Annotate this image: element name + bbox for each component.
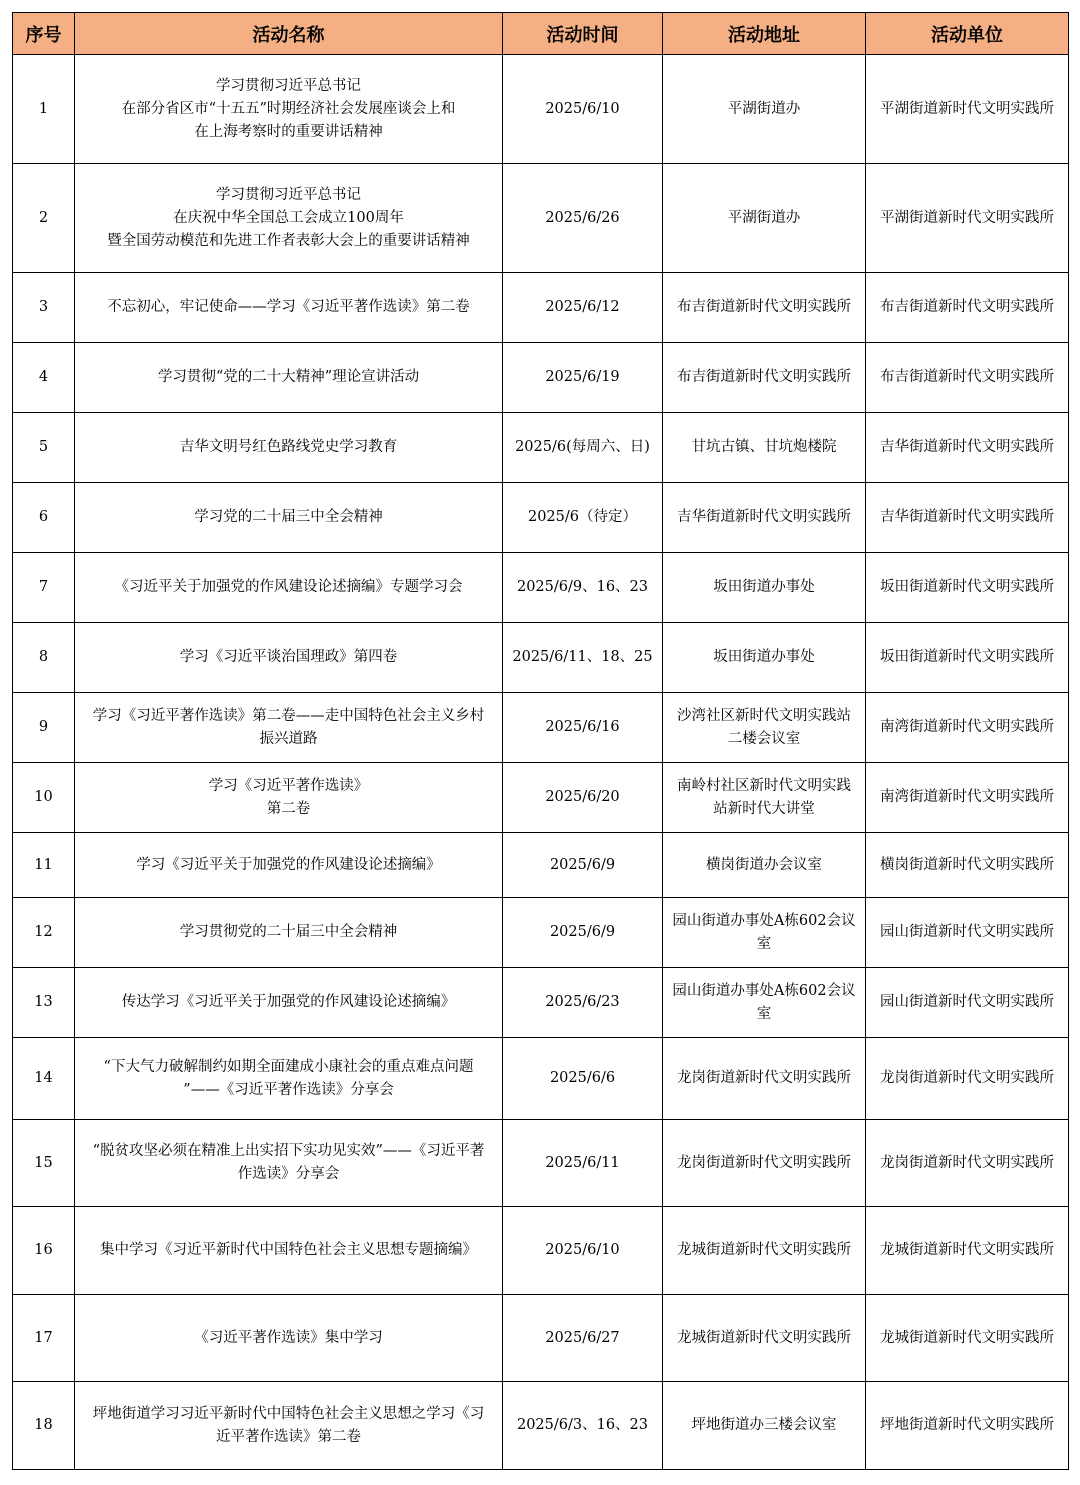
cell-unit: 南湾街道新时代文明实践所	[866, 763, 1069, 833]
cell-time: 2025/6/3、16、23	[503, 1382, 663, 1470]
cell-name: 学习贯彻习近平总书记 在庆祝中华全国总工会成立100周年 暨全国劳动模范和先进工作者表彰大会上的重要讲话精神	[75, 164, 503, 273]
cell-no: 2	[13, 164, 75, 273]
cell-unit: 坂田街道新时代文明实践所	[866, 553, 1069, 623]
cell-time: 2025/6/26	[503, 164, 663, 273]
cell-place: 龙城街道新时代文明实践所	[663, 1295, 866, 1382]
cell-unit: 坂田街道新时代文明实践所	[866, 623, 1069, 693]
table-row	[13, 164, 1069, 273]
cell-name: 坪地街道学习习近平新时代中国特色社会主义思想之学习《习 近平著作选读》第二卷	[75, 1382, 503, 1470]
table-row	[13, 898, 1069, 968]
cell-name: “下大气力破解制约如期全面建成小康社会的重点难点问题 ”——《习近平著作选读》分享会	[75, 1038, 503, 1120]
cell-name: 不忘初心，牢记使命——学习《习近平著作选读》第二卷	[75, 273, 503, 343]
cell-place: 龙岗街道新时代文明实践所	[663, 1120, 866, 1207]
cell-name: “脱贫攻坚必须在精准上出实招下实功见实效”——《习近平著 作选读》分享会	[75, 1120, 503, 1207]
cell-unit: 布吉街道新时代文明实践所	[866, 343, 1069, 413]
activity-table	[12, 12, 1069, 1470]
table-row	[13, 1295, 1069, 1382]
cell-name: 学习《习近平著作选读》 第二卷	[75, 763, 503, 833]
cell-place: 沙湾社区新时代文明实践站 二楼会议室	[663, 693, 866, 763]
cell-place: 平湖街道办	[663, 55, 866, 164]
cell-time: 2025/6(每周六、日)	[503, 413, 663, 483]
cell-time: 2025/6/10	[503, 55, 663, 164]
cell-place: 坂田街道办事处	[663, 623, 866, 693]
header-no: 序号	[13, 13, 75, 55]
header-time: 活动时间	[503, 13, 663, 55]
cell-time: 2025/6/9	[503, 833, 663, 898]
table-row	[13, 1120, 1069, 1207]
cell-unit: 园山街道新时代文明实践所	[866, 968, 1069, 1038]
table-row	[13, 55, 1069, 164]
cell-place: 布吉街道新时代文明实践所	[663, 273, 866, 343]
cell-time: 2025/6/23	[503, 968, 663, 1038]
cell-time: 2025/6/9、16、23	[503, 553, 663, 623]
cell-place: 园山街道办事处A栋602会议 室	[663, 898, 866, 968]
table-row	[13, 343, 1069, 413]
cell-place: 甘坑古镇、甘坑炮楼院	[663, 413, 866, 483]
cell-time: 2025/6/16	[503, 693, 663, 763]
header-unit: 活动单位	[866, 13, 1069, 55]
cell-unit: 吉华街道新时代文明实践所	[866, 483, 1069, 553]
cell-unit: 布吉街道新时代文明实践所	[866, 273, 1069, 343]
cell-place: 平湖街道办	[663, 164, 866, 273]
cell-unit: 平湖街道新时代文明实践所	[866, 55, 1069, 164]
table-row	[13, 1038, 1069, 1120]
cell-place: 南岭村社区新时代文明实践 站新时代大讲堂	[663, 763, 866, 833]
cell-no: 14	[13, 1038, 75, 1120]
cell-no: 13	[13, 968, 75, 1038]
cell-no: 4	[13, 343, 75, 413]
cell-name: 学习贯彻习近平总书记 在部分省区市“十五五”时期经济社会发展座谈会上和 在上海考察时的重要讲话精神	[75, 55, 503, 164]
cell-time: 2025/6/12	[503, 273, 663, 343]
cell-place: 横岗街道办会议室	[663, 833, 866, 898]
cell-unit: 园山街道新时代文明实践所	[866, 898, 1069, 968]
cell-name: 学习党的二十届三中全会精神	[75, 483, 503, 553]
cell-time: 2025/6/11	[503, 1120, 663, 1207]
cell-name: 学习《习近平关于加强党的作风建设论述摘编》	[75, 833, 503, 898]
header-name: 活动名称	[75, 13, 503, 55]
cell-name: 《习近平关于加强党的作风建设论述摘编》专题学习会	[75, 553, 503, 623]
table-row	[13, 968, 1069, 1038]
cell-place: 吉华街道新时代文明实践所	[663, 483, 866, 553]
cell-place: 坪地街道办三楼会议室	[663, 1382, 866, 1470]
cell-no: 15	[13, 1120, 75, 1207]
cell-name: 学习《习近平著作选读》第二卷——走中国特色社会主义乡村 振兴道路	[75, 693, 503, 763]
cell-unit: 吉华街道新时代文明实践所	[866, 413, 1069, 483]
cell-name: 吉华文明号红色路线党史学习教育	[75, 413, 503, 483]
cell-name: 学习《习近平谈治国理政》第四卷	[75, 623, 503, 693]
cell-no: 17	[13, 1295, 75, 1382]
cell-no: 3	[13, 273, 75, 343]
table-row	[13, 623, 1069, 693]
cell-time: 2025/6/19	[503, 343, 663, 413]
cell-place: 龙岗街道新时代文明实践所	[663, 1038, 866, 1120]
cell-no: 1	[13, 55, 75, 164]
cell-unit: 平湖街道新时代文明实践所	[866, 164, 1069, 273]
table-row	[13, 413, 1069, 483]
cell-unit: 南湾街道新时代文明实践所	[866, 693, 1069, 763]
cell-name: 《习近平著作选读》集中学习	[75, 1295, 503, 1382]
cell-name: 集中学习《习近平新时代中国特色社会主义思想专题摘编》	[75, 1207, 503, 1295]
cell-time: 2025/6/27	[503, 1295, 663, 1382]
cell-unit: 龙城街道新时代文明实践所	[866, 1295, 1069, 1382]
cell-no: 12	[13, 898, 75, 968]
cell-place: 布吉街道新时代文明实践所	[663, 343, 866, 413]
cell-no: 16	[13, 1207, 75, 1295]
cell-unit: 龙城街道新时代文明实践所	[866, 1207, 1069, 1295]
table-row	[13, 1382, 1069, 1470]
table-row	[13, 553, 1069, 623]
header-place: 活动地址	[663, 13, 866, 55]
cell-no: 8	[13, 623, 75, 693]
cell-unit: 横岗街道新时代文明实践所	[866, 833, 1069, 898]
table-row	[13, 763, 1069, 833]
cell-name: 学习贯彻党的二十届三中全会精神	[75, 898, 503, 968]
cell-no: 18	[13, 1382, 75, 1470]
table-row	[13, 833, 1069, 898]
cell-unit: 龙岗街道新时代文明实践所	[866, 1120, 1069, 1207]
table-row	[13, 693, 1069, 763]
cell-time: 2025/6/11、18、25	[503, 623, 663, 693]
table-row	[13, 483, 1069, 553]
cell-place: 坂田街道办事处	[663, 553, 866, 623]
table-row	[13, 1207, 1069, 1295]
cell-unit: 坪地街道新时代文明实践所	[866, 1382, 1069, 1470]
cell-name: 学习贯彻“党的二十大精神”理论宣讲活动	[75, 343, 503, 413]
cell-no: 11	[13, 833, 75, 898]
cell-place: 园山街道办事处A栋602会议 室	[663, 968, 866, 1038]
cell-place: 龙城街道新时代文明实践所	[663, 1207, 866, 1295]
cell-no: 6	[13, 483, 75, 553]
header-row	[13, 13, 1069, 55]
cell-time: 2025/6/6	[503, 1038, 663, 1120]
cell-unit: 龙岗街道新时代文明实践所	[866, 1038, 1069, 1120]
table-row	[13, 273, 1069, 343]
cell-time: 2025/6/20	[503, 763, 663, 833]
cell-name: 传达学习《习近平关于加强党的作风建设论述摘编》	[75, 968, 503, 1038]
cell-no: 7	[13, 553, 75, 623]
cell-no: 9	[13, 693, 75, 763]
cell-time: 2025/6/10	[503, 1207, 663, 1295]
cell-time: 2025/6/9	[503, 898, 663, 968]
cell-no: 10	[13, 763, 75, 833]
cell-no: 5	[13, 413, 75, 483]
cell-time: 2025/6（待定）	[503, 483, 663, 553]
